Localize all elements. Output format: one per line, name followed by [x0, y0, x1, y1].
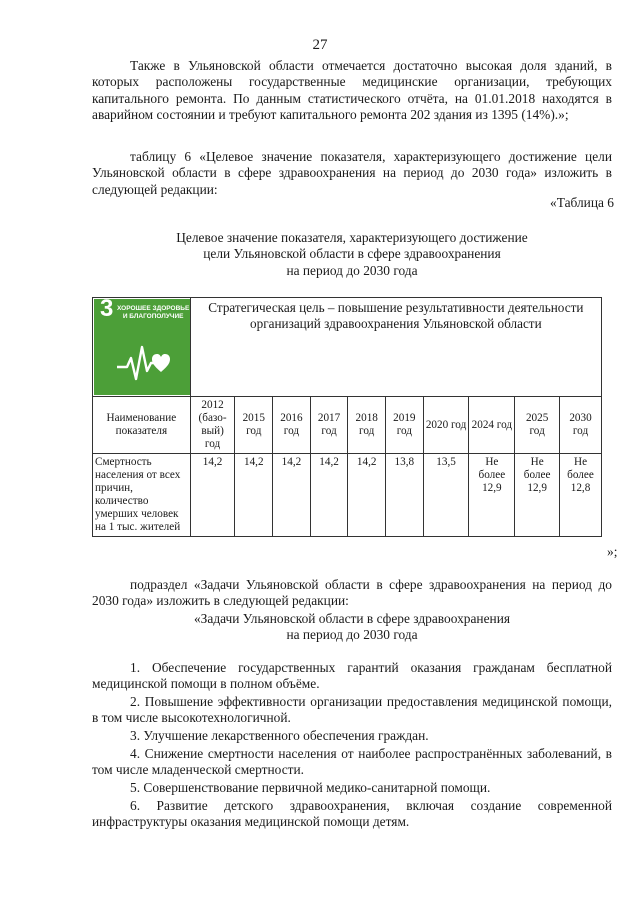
page-number: 27	[312, 37, 328, 53]
value-2012: 14,2	[190, 454, 235, 537]
heartbeat-heart-icon	[116, 341, 172, 385]
value-2018: 14,2	[348, 454, 386, 537]
value-2020: 13,5	[423, 454, 469, 537]
indicator-name: Смертность населения от всех причин, количество умерших человек на 1 тыс. жителей	[93, 454, 191, 537]
value-2016: 14,2	[273, 454, 311, 537]
quote-end: »;	[607, 544, 618, 559]
task-item-6: 6. Развитие детского здравоохранения, включая создание современной инфраструктуры оказания медицинской помощи детям.	[92, 798, 612, 830]
goal-row	[93, 298, 602, 397]
value-2030: Не более 12,8	[560, 454, 602, 537]
table-title-line-3: на период до 2030 года	[286, 262, 418, 278]
task-item-2: 2. Повышение эффективности организации предоставления медицинской помощи, в том числе высокотехнологичной.	[92, 694, 612, 726]
year-header-2018: 2018 год	[348, 397, 386, 454]
sdg-title: ХОРОШЕЕ ЗДОРОВЬЕ И БЛАГОПОЛУЧИЕ	[117, 305, 190, 320]
tasks-title-line-1: «Задачи Ульяновской области в сфере здравоохранения	[193, 611, 511, 626]
task-item-3: 3. Улучшение лекарственного обеспечения граждан.	[130, 728, 429, 743]
table-title	[92, 230, 612, 279]
goal-table	[92, 297, 602, 537]
subsection-instruction: подраздел «Задачи Ульяновской области в сфере здравоохранения на период до 2030 года» изложить в следующей редакции:	[92, 577, 612, 609]
table-row	[93, 454, 602, 537]
year-header-2012: 2012 (базо-вый) год	[190, 397, 235, 454]
year-header-2030: 2030 год	[560, 397, 602, 454]
tasks-title-line-2: на период до 2030 года	[286, 627, 418, 643]
header-row	[93, 397, 602, 454]
strategic-goal: Стратегическая цель – повышение результативности деятельности организаций здравоохранения Ульяновской области	[190, 298, 601, 397]
sdg-logo-cell	[93, 295, 191, 397]
value-2015: 14,2	[235, 454, 273, 537]
sdg-logo	[94, 295, 190, 395]
intro-paragraph: Также в Ульяновской области отмечается достаточно высокая доля зданий, в которых расположены государственные медицинские организации, требующих капитального ремонта. По данным статистического отчёта, на 01.01.2018 находятся в аварийном состоянии и требуют капитального ремонта 202 здания из 1395 (14%).»;	[92, 58, 612, 123]
value-2024: Не более 12,9	[469, 454, 515, 537]
value-2025: Не более 12,9	[515, 454, 560, 537]
sdg-number: 3	[100, 295, 114, 322]
task-item-4: 4. Снижение смертности населения от наиболее распространённых заболеваний, в том числе младенческой смертности.	[92, 746, 612, 778]
value-2019: 13,8	[386, 454, 424, 537]
year-header-2024: 2024 год	[469, 397, 515, 454]
task-item-1: 1. Обеспечение государственных гарантий оказания гражданам бесплатной медицинской помощи в полном объёме.	[92, 660, 612, 692]
task-item-5: 5. Совершенствование первичной медико-санитарной помощи.	[130, 780, 491, 795]
tasks-title	[92, 611, 612, 644]
table-title-line-1: Целевое значение показателя, характеризующего достижение	[176, 230, 528, 245]
table-instruction: таблицу 6 «Целевое значение показателя, характеризующего достижение цели Ульяновской области в сфере здравоохранения на период до 2030 года» изложить в следующей редакции:	[92, 149, 612, 197]
year-header-2025: 2025 год	[515, 397, 560, 454]
year-header-2015: 2015 год	[235, 397, 273, 454]
year-header-2017: 2017 год	[310, 397, 348, 454]
value-2017: 14,2	[310, 454, 348, 537]
table-title-line-2: цели Ульяновской области в сфере здравоохранения	[203, 246, 501, 262]
table-label: «Таблица 6	[550, 195, 614, 210]
indicator-header: Наименование показателя	[93, 397, 191, 454]
year-header-2016: 2016 год	[273, 397, 311, 454]
year-header-2019: 2019 год	[386, 397, 424, 454]
year-header-2020: 2020 год	[423, 397, 469, 454]
